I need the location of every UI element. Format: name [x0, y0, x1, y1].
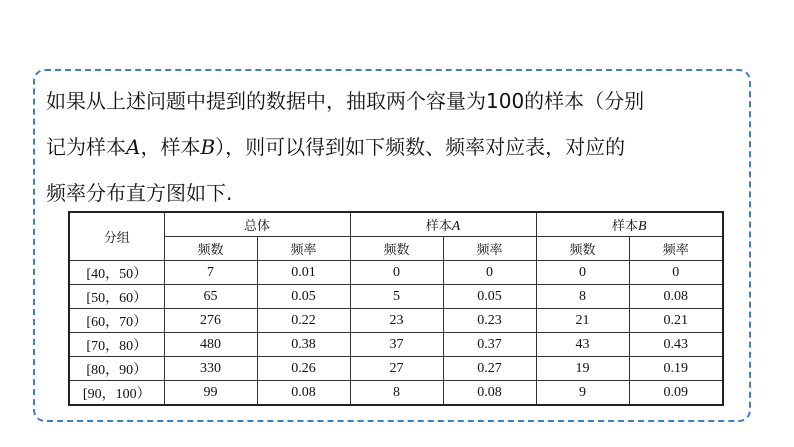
value-cell: 0 [629, 261, 723, 285]
sub-header: 频数 [536, 237, 629, 261]
sample-a-header [350, 212, 536, 237]
sample-b-header [536, 212, 723, 237]
group-cell: [90，100） [69, 381, 164, 406]
total-header: 总体 [164, 212, 350, 237]
sample-a-letter: A [451, 218, 461, 234]
sub-header: 频数 [164, 237, 257, 261]
intro-line-3: 频率分布直方图如下. [46, 181, 233, 205]
sub-header: 频率 [257, 237, 350, 261]
value-cell: 43 [536, 333, 629, 357]
sample-b-letter: B [638, 218, 647, 234]
value-cell: 21 [536, 309, 629, 333]
table-row [69, 333, 723, 357]
value-cell: 7 [164, 261, 257, 285]
intro-text: 记为样本 [46, 135, 126, 159]
value-cell: 0.08 [257, 381, 350, 406]
value-cell: 0.05 [257, 285, 350, 309]
value-cell: 0.08 [629, 285, 723, 309]
intro-text: ），则可以得到如下频数、频率对应表，对应的 [215, 135, 626, 159]
value-cell: 0.05 [443, 285, 536, 309]
table-row [69, 261, 723, 285]
value-cell: 0 [536, 261, 629, 285]
value-cell: 330 [164, 357, 257, 381]
table-row [69, 357, 723, 381]
value-cell: 0.09 [629, 381, 723, 406]
sub-header: 频率 [443, 237, 536, 261]
sample-b-letter: B [200, 135, 216, 159]
value-cell: 0 [350, 261, 443, 285]
value-cell: 276 [164, 309, 257, 333]
value-cell: 480 [164, 333, 257, 357]
value-cell: 23 [350, 309, 443, 333]
value-cell: 0.37 [443, 333, 536, 357]
table-row [69, 285, 723, 309]
group-cell: [40，50） [69, 261, 164, 285]
value-cell: 99 [164, 381, 257, 406]
group-header: 分组 [69, 212, 164, 261]
intro-text: ，样本 [140, 135, 201, 159]
table-body [69, 261, 723, 406]
sub-header: 频率 [629, 237, 723, 261]
value-cell: 0.27 [443, 357, 536, 381]
value-cell: 0.43 [629, 333, 723, 357]
value-cell: 37 [350, 333, 443, 357]
table-row [69, 381, 723, 406]
intro-paragraph [46, 78, 736, 216]
group-cell: [80，90） [69, 357, 164, 381]
value-cell: 0 [443, 261, 536, 285]
sub-header: 频数 [350, 237, 443, 261]
table-subheader-row [69, 237, 723, 261]
value-cell: 0.19 [629, 357, 723, 381]
group-cell: [70，80） [69, 333, 164, 357]
value-cell: 0.26 [257, 357, 350, 381]
intro-line-1: 如果从上述问题中提到的数据中，抽取两个容量为100的样本（分别 [46, 89, 645, 113]
value-cell: 27 [350, 357, 443, 381]
value-cell: 5 [350, 285, 443, 309]
value-cell: 0.38 [257, 333, 350, 357]
group-cell: [50，60） [69, 285, 164, 309]
group-cell: [60，70） [69, 309, 164, 333]
value-cell: 0.01 [257, 261, 350, 285]
value-cell: 9 [536, 381, 629, 406]
sample-b-prefix: 样本 [612, 218, 639, 234]
intro-line-2 [46, 124, 736, 170]
table-header-row [69, 212, 723, 237]
value-cell: 0.23 [443, 309, 536, 333]
value-cell: 8 [350, 381, 443, 406]
frequency-table [68, 211, 724, 406]
value-cell: 65 [164, 285, 257, 309]
table-row [69, 309, 723, 333]
sample-a-letter: A [126, 135, 141, 159]
sample-a-prefix: 样本 [425, 218, 452, 234]
value-cell: 0.21 [629, 309, 723, 333]
value-cell: 19 [536, 357, 629, 381]
value-cell: 0.08 [443, 381, 536, 406]
value-cell: 0.22 [257, 309, 350, 333]
value-cell: 8 [536, 285, 629, 309]
